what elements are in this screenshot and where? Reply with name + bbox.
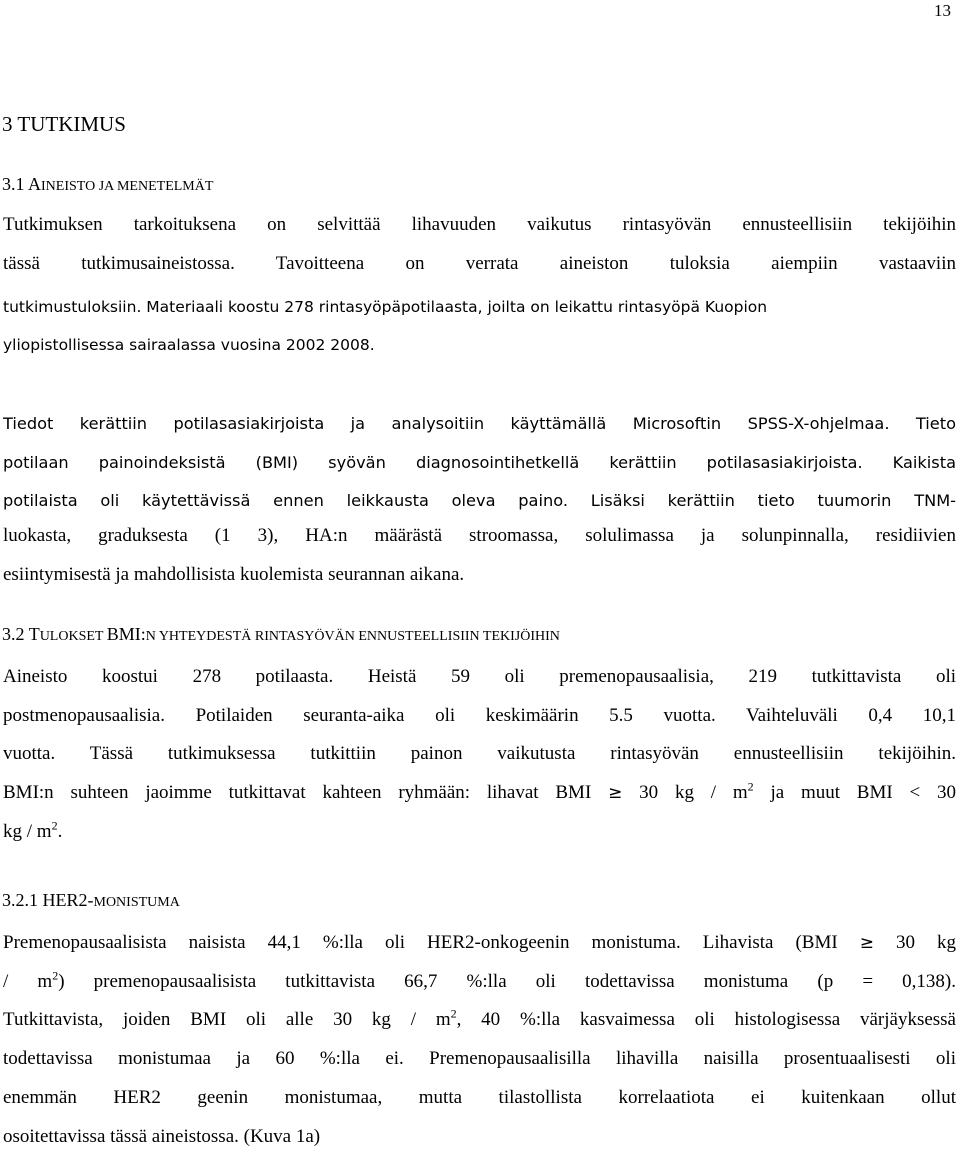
text-line xyxy=(3,963,956,1002)
superscript: 2 xyxy=(747,779,754,794)
heading-3-1 xyxy=(2,172,213,199)
text-line: yliopistollisessa sairaalassa vuosina 2002 2008. xyxy=(3,336,375,354)
heading-number: 3.2.1 xyxy=(2,890,38,910)
heading-cap: BMI: xyxy=(106,624,146,644)
text-span: kg / m xyxy=(3,820,52,842)
paragraph-aim xyxy=(3,206,956,283)
heading-cap: A xyxy=(28,174,42,194)
text-line: todettavissa monistumaa ja 60 %:lla ei. Premenopausaalisilla lihavilla naisilla prosentuaalisesti oli xyxy=(3,1048,956,1070)
text-line: tässä tutkimusaineistossa. Tavoitteena on verrata aineiston tuloksia aiempiin vastaaviin xyxy=(3,252,956,274)
text-line: osoitettavissa tässä aineistossa. (Kuva 1a) xyxy=(3,1125,321,1147)
text-span: BMI:n suhteen jaoimme tutkittavat kahteen ryhmään: lihavat BMI xyxy=(3,782,592,804)
text-line: Tiedot kerättiin potilasasiakirjoista ja analysoitiin käyttämällä Microsoftin SPSS-X-ohjelmaa. Tieto xyxy=(3,414,956,433)
text-span: ) premenopausaalisista tutkittavista 66,7 %:lla oli todettavissa monistuma (p = 0,138). xyxy=(58,970,956,992)
heading-smallcaps: N YHTEYDESTÄ RINTASYÖVÄN ENNUSTEELLISIIN TEKIJÖIHIN xyxy=(145,629,560,644)
paragraph-material xyxy=(3,288,956,364)
heading-title: TUTKIMUS xyxy=(17,112,126,136)
text-span: 30 kg xyxy=(896,932,956,953)
heading-3-2 xyxy=(2,622,560,649)
heading-smallcaps: ULOKSET xyxy=(39,629,107,644)
text-span: . xyxy=(57,820,63,842)
text-span: Premenopausaalisista naisista 44,1 %:lla oli HER2-onkogeenin monistuma. Lihavista (BMI xyxy=(3,932,838,953)
text-line xyxy=(3,1001,956,1040)
text-line xyxy=(3,813,956,852)
text-line: enemmän HER2 geenin monistumaa, mutta tilastollista korrelaatiota ei kuitenkaan ollut xyxy=(3,1086,956,1108)
text-span: 30 kg / m xyxy=(639,782,748,804)
text-span: , 40 %:lla kasvaimessa oli histologisessa värjäyksessä xyxy=(456,1009,956,1031)
greater-equal-sign: ≥ xyxy=(608,783,623,804)
heading-number: 3 xyxy=(2,112,13,136)
superscript: 2 xyxy=(450,1007,457,1022)
text-line: esiintymisestä ja mahdollisista kuolemista seurannan aikana. xyxy=(3,563,465,585)
paragraph-results xyxy=(3,658,956,852)
paragraph-her2 xyxy=(3,924,956,1156)
heading-cap: HER2- xyxy=(42,890,94,910)
text-line: postmenopausaalisia. Potilaiden seuranta-aika oli keskimäärin 5.5 vuotta. Vaihteluväli 0,4 10,1 xyxy=(3,704,956,726)
heading-cap: T xyxy=(28,624,40,644)
text-line: Aineisto koostui 278 potilaasta. Heistä 59 oli premenopausaalisia, 219 tutkittavista oli xyxy=(3,666,956,687)
text-line xyxy=(3,924,956,963)
text-line: vuotta. Tässä tutkimuksessa tutkittiin painon vaikutusta rintasyövän ennusteellisiin tekijöihin. xyxy=(3,743,956,765)
text-line xyxy=(3,774,956,813)
superscript: 2 xyxy=(52,968,59,983)
paragraph-data-collection-cont xyxy=(3,517,956,594)
text-line: potilaan painoindeksistä (BMI) syövän diagnosointihetkellä kerättiin potilasasiakirjoista. Kaikista xyxy=(3,452,956,472)
superscript: 2 xyxy=(51,818,58,833)
heading-smallcaps: INEISTO JA MENETELMÄT xyxy=(41,179,214,194)
heading-number: 3.1 xyxy=(2,174,25,194)
text-line: Tutkimuksen tarkoituksena on selvittää lihavuuden vaikutus rintasyövän ennusteellisiin tekijöihin xyxy=(3,214,956,235)
heading-3-2-1 xyxy=(2,888,180,915)
text-span: / m xyxy=(3,970,53,992)
page-number: 13 xyxy=(934,1,951,20)
text-span: Tutkittavista, joiden BMI oli alle 30 kg / m xyxy=(3,1009,451,1031)
text-span: ja muut BMI < 30 xyxy=(770,782,956,804)
heading-section-3 xyxy=(2,110,126,138)
heading-smallcaps: MONISTUMA xyxy=(93,895,180,910)
text-line: tutkimustuloksiin. Materiaali koostu 278 rintasyöpäpotilaasta, joilta on leikattu rintasyöpä Kuopion xyxy=(3,298,768,316)
greater-equal-sign: ≥ xyxy=(859,933,874,953)
text-line: luokasta, graduksesta (1 3), HA:n määrästä stroomassa, solulimassa ja solunpinnalla, residiivien xyxy=(3,525,956,546)
text-line: potilaista oli käytettävissä ennen leikkausta oleva paino. Lisäksi kerättiin tieto tuumorin TNM- xyxy=(3,491,956,510)
heading-number: 3.2 xyxy=(2,624,25,644)
paragraph-data-collection xyxy=(3,405,956,521)
